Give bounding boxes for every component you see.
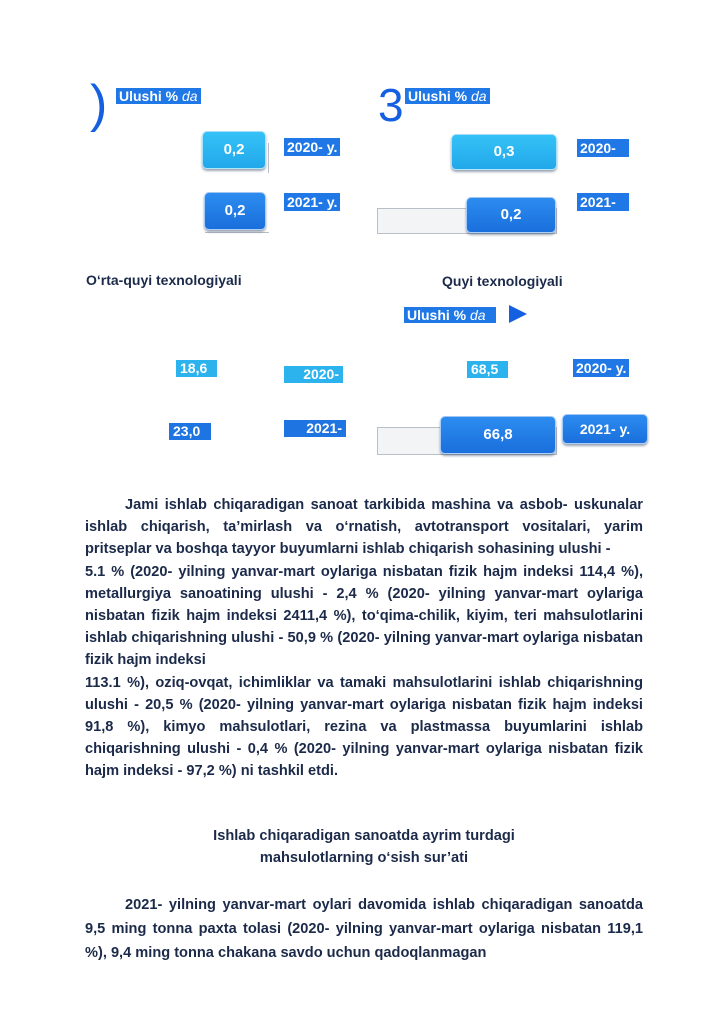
section-heading: [85, 825, 643, 869]
block1-value-2020: 0,2: [202, 131, 266, 169]
block1-axis: [268, 143, 269, 173]
block3-title: O‘rta-quyi texnologiyali: [86, 272, 242, 288]
block2-year-2021: 2021-: [577, 193, 629, 211]
header-unit: da: [182, 88, 198, 104]
block3-value-2021: 23,0: [169, 423, 211, 440]
block1-header: [116, 88, 201, 104]
paragraph-1-part-1: Jami ishlab chiqaradigan sanoat tarkibida mashina va asbob- uskunalar ishlab chiqarish, ta’mirlash va o‘rnatish, avtotransport vositalari, yarim pritseplar va boshqa tayyor buyumlarni ishlab chiqarish sohasining ulushi -: [85, 497, 643, 558]
block4-value-2020: 68,5: [467, 361, 508, 378]
block3-value-2020: 18,6: [176, 360, 217, 377]
paragraph-1-part-2: 5.1 % (2020- yilning yanvar-mart oylariga nisbatan fizik hajm indeksi 114,4 %), metallurgiya sanoatining ulushi - 2,4 % (2020- yilning yanvar-mart oylariga nisbatan fizik hajm indeksi 2411,4 %), to‘qima-chilik, kiyim, teri mahsulotlarini ishlab chiqarishning ulushi - 50,9 % (2020- yilning yanvar-mart oylariga nisbatan fizik hajm indeksi: [85, 563, 643, 669]
header-text: Ulushi %: [407, 307, 471, 323]
block2-value-2021: 0,2: [466, 197, 556, 233]
play-arrow-icon: [509, 305, 527, 323]
header-unit: da: [471, 88, 487, 104]
block1-value-2021: 0,2: [204, 192, 266, 230]
block2-marker: 3: [378, 79, 404, 131]
paragraph-1: [85, 494, 643, 783]
paragraph-2: [85, 893, 643, 965]
block4-header: [404, 307, 496, 323]
block1-year-2020: 2020- y.: [284, 138, 340, 156]
block4-year-2021: 2021- y.: [562, 414, 648, 444]
header-text: Ulushi %: [119, 88, 183, 104]
block4-year-2020: 2020- y.: [573, 359, 629, 377]
block1-marker: ): [90, 75, 108, 133]
block1-year-2021: 2021- y.: [284, 193, 340, 211]
block4-value-2021: 66,8: [440, 416, 556, 454]
block3-year-2020: 2020-: [284, 366, 343, 383]
block2-year-2020: 2020-: [577, 139, 629, 157]
section-heading-line-2: mahsulotlarning o‘sish sur’ati: [259, 850, 469, 866]
header-unit: da: [470, 307, 486, 323]
block4-title: Quyi texnologiyali: [442, 273, 563, 289]
paragraph-2-text: 2021- yilning yanvar-mart oylari davomida ishlab chiqaradigan sanoatda 9,5 ming tonna paxta tolasi (2020- yilning yanvar-mart oylariga nisbatan 119,1 %), 9,4 ming tonna chakana savdo uchun qadoqlanmagan: [85, 897, 643, 961]
block2-value-2020: 0,3: [451, 134, 557, 170]
block3-year-2021: 2021-: [284, 420, 346, 437]
block2-header: [405, 88, 490, 104]
block1-baseline: [205, 232, 269, 233]
paragraph-1-part-3: 113.1 %), oziq-ovqat, ichimliklar va tamaki mahsulotlarini ishlab chiqarishning ulushi - 20,5 % (2020- yilning yanvar-mart oylariga nisbatan fizik hajm indeksi 91,8 %), kimyo mahsulotlari, rezina va plastmassa buyumlarini ishlab chiqarishning ulushi - 0,4 % (2020- yilning yanvar-mart oylariga nisbatan fizik hajm indeksi - 97,2 %) ni tashkil etdi.: [85, 674, 643, 780]
section-heading-line-1: Ishlab chiqaradigan sanoatda ayrim turdagi: [213, 828, 515, 844]
header-text: Ulushi %: [408, 88, 472, 104]
